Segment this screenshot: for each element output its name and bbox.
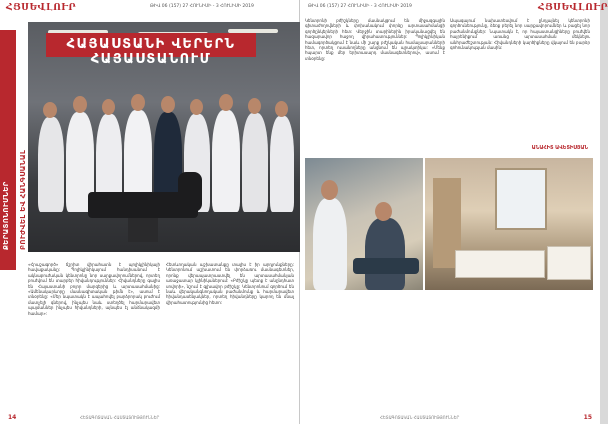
doctor-photo <box>305 158 423 290</box>
staff-head <box>248 98 261 114</box>
staff-head <box>102 99 115 115</box>
article-title: ՀԱՅԱՍՏԱՆԻ ՎԵՐԵՐՆ ՀԱՅԱՍՏԱՆՈՒՄ <box>66 37 236 67</box>
room-window <box>495 168 547 230</box>
staff-head <box>161 96 175 113</box>
doctor-head <box>321 180 338 200</box>
staff-head <box>219 94 233 111</box>
title-banner <box>46 33 256 67</box>
article-column <box>28 262 160 410</box>
page-header: ԹԻՎ 06 (157) 27 ՀՈՒՆԻՍԻ - 3 ՀՈՒԼԻՍԻ 2019 <box>150 4 254 9</box>
article-column <box>305 18 445 154</box>
paragraph: Հետևողական աշխատանքը տալիս է իր արդյունքները: Կենտրոնում աշխատում են փորձառու մասնագետներ, որոնք վերապատրաստվել են արտասահմանյան առաջատար կլինիկաներում: «Բժիշկը պետք է անընդհատ սովորի», նշում է գլխավոր բժիշկը: Կենտրոնում գործում են նաև վերականգնողական բաժանմունք և հարմարավետ հիվանդասենյակներ, որտեղ հիվանդները կարող են մնալ վիրահատությունից հետո: <box>166 262 294 305</box>
hospital-bed <box>455 250 545 278</box>
patient-room-photo <box>425 158 593 290</box>
staff-head <box>43 102 57 118</box>
page-number: 15 <box>583 414 592 421</box>
magazine-logo: ՀՅՍԵՎԼՈՒՐ <box>6 3 77 13</box>
paragraph: Կենտրոնի բժիշկները մասնակցում են միջազգային գիտաժողովների և փոխանակում փորձը արտասահմանցի գործընկերների հետ: Վերջին տարիներին իրականացվել են հազարավոր հաջող վիրահատություններ: Պոլիկլինիկան համագործակցում է նաև մի շարք բժշկական համալսարանների հետ, որտեղ ուսանողները անցնում են պրակտիկա: «Մենք հպարտ ենք մեր երիտասարդ մասնագետներով», ասում է տնօրենը: <box>305 18 445 61</box>
staff-member <box>38 117 64 212</box>
hospital-bed <box>547 246 591 280</box>
page-number: 14 <box>8 414 17 421</box>
staff-member <box>212 110 240 212</box>
patient-head <box>375 202 392 221</box>
page-footer: ՀԵՏԱԳՈՏԱԿԱՆ ՀԱՍՏԱՏՈՒԹՅՈՒՆՆԵՐ <box>380 415 460 420</box>
left-page <box>0 0 300 424</box>
staff-head <box>190 99 203 115</box>
staff-member <box>270 116 294 212</box>
dental-chair-back <box>178 172 202 212</box>
section-label: ՔԵՐԱՏՈՆՈՒՄՆԵՐ <box>2 181 10 250</box>
doctor <box>313 198 347 290</box>
paragraph: Ապագայում նախատեսվում է ընդլայնել կենտրոնի գործունեությունը, ձեռք բերել նոր սարքավորումներ և բացել նոր բաժանմունքներ: Նպատակն է, որ հայաստանցիները բուժվեն հայրենիքում՝ առանց արտասահման մեկնելու անհրաժեշտության: Հիվանդների կարծիքները վկայում են բարձր գոհունակության մասին: <box>450 18 590 51</box>
staff-head <box>73 96 87 113</box>
staff-member <box>242 113 268 212</box>
author-signature: ԱՆԱՀԻՏ ԱՎԵՏԻՍՅԱՆ <box>531 145 588 151</box>
article-column <box>166 262 294 410</box>
page-header: ԹԻՎ 06 (157) 27 ՀՈՒՆԻՍԻ - 3 ՀՈՒԼԻՍԻ 2019 <box>308 4 412 9</box>
exam-equipment <box>353 258 419 274</box>
paragraph: «Հրաշագործ» ճշրիտ վիրահատն է պոլիկլինիկայի հավաքականը: Պոլիկլինիկայում հանդիսանում է ակնաբուժական կենտրոնը նոր սարքավորումներով, որտեղ բուժվում են տարբեր հիվանդություններ: Հիվանդները գալիս են Հայաստանի բոլոր մարզերից և արտասահմանից: «Ամենակարևորը մասնագիտական թիմն է», ասում է տնօրենը: «Մեր նպատակն է ապահովել բարձրորակ բուժում մատչելի գներով, ինչպես նաև ստեղծել հարմարավետ պայմաններ ինչպես հիվանդների, այնպես էլ անձնակազմի համար»: <box>28 262 160 316</box>
staff-head <box>275 101 288 117</box>
magazine-logo: ՀՅՍԵՎԼՈՒՐ <box>538 3 608 13</box>
section-sublabel: ԲՈՒԺՎԵԼ ԵՎ ՀԱՆԳՍԱՆԱԼ <box>19 149 27 250</box>
page-footer: ՀԵՏԱԳՈՏԱԿԱՆ ՀԱՍՏԱՏՈՒԹՅՈՒՆՆԵՐ <box>80 415 160 420</box>
staff-head <box>131 94 145 111</box>
patient <box>365 218 405 290</box>
dental-chair-base <box>128 218 158 242</box>
article-column <box>450 18 590 142</box>
